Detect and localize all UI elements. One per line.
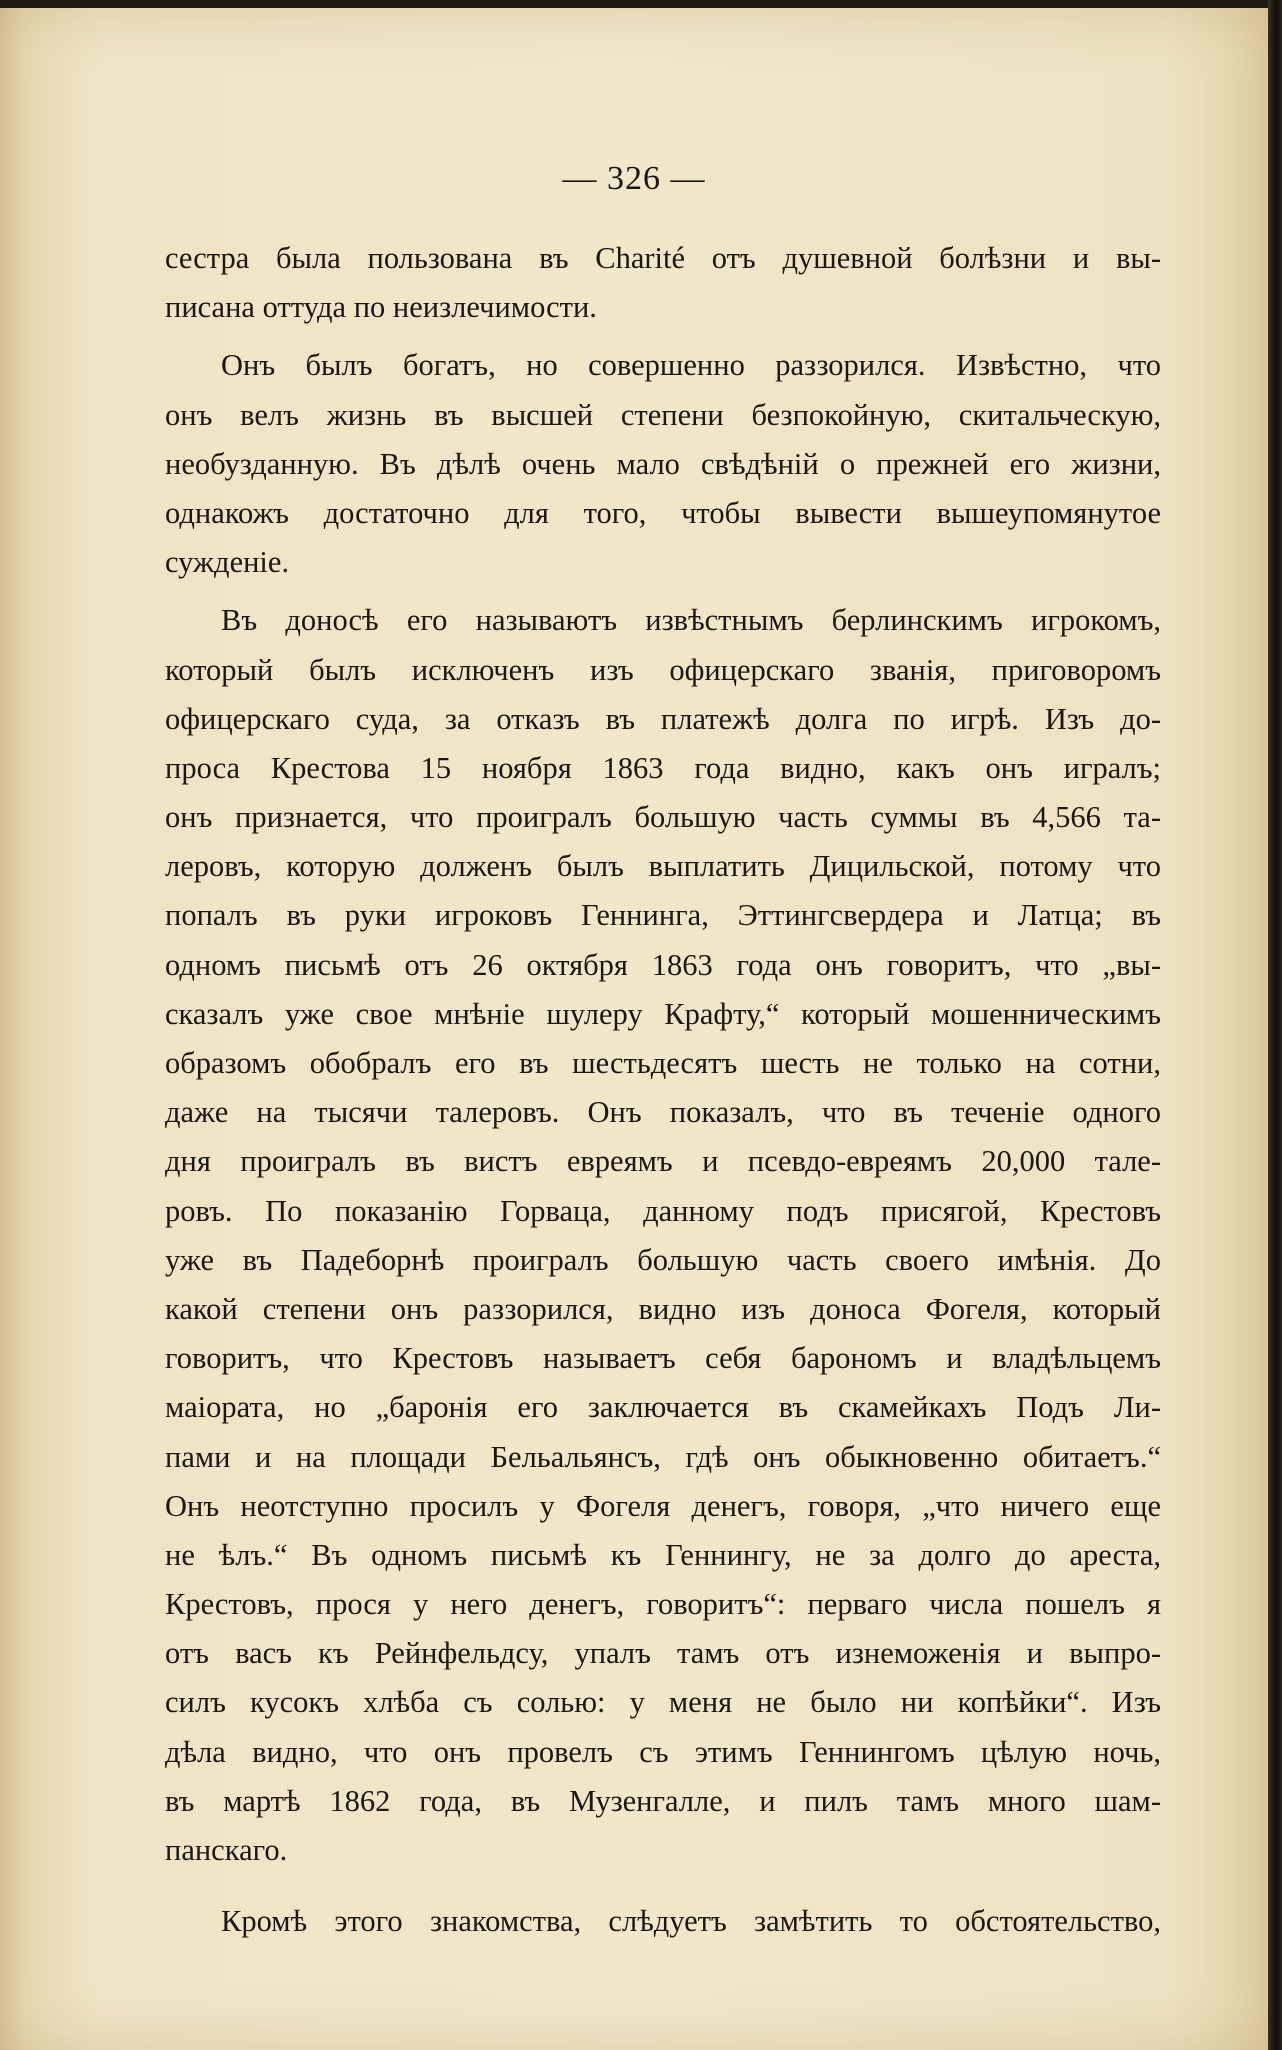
text-line: необузданную. Въ дѣлѣ очень мало свѣдѣній о прежней его жизни, xyxy=(165,446,1161,481)
text-line: въ мартѣ 1862 года, въ Музенгалле, и пилъ тамъ много шам- xyxy=(165,1783,1161,1818)
text-line: панскаго. xyxy=(165,1833,288,1867)
text-line: ровъ. По показанію Горваца, данному подъ присягой, Крестовъ xyxy=(165,1193,1161,1228)
text-line: онъ признается, что проигралъ большую часть суммы въ 4,566 та- xyxy=(165,800,1161,835)
page-number: — 326 — xyxy=(562,160,706,197)
text-line: офицерскаго суда, за отказъ въ платежѣ долга по игрѣ. Изъ до- xyxy=(165,701,1161,736)
paragraph xyxy=(165,341,1161,587)
text-line: даже на тысячи талеровъ. Онъ показалъ, что въ теченіе одного xyxy=(165,1095,1161,1130)
text-line: говоритъ, что Крестовъ называетъ себя барономъ и владѣльцемъ xyxy=(165,1341,1161,1376)
text-line: отъ васъ къ Рейнфельдсу, упалъ тамъ отъ изнеможенія и выпро- xyxy=(165,1636,1161,1671)
text-line: не ѣлъ.“ Въ одномъ письмѣ къ Геннингу, не за долго до ареста, xyxy=(165,1537,1161,1572)
paragraph xyxy=(165,234,1161,332)
text-line: силъ кусокъ хлѣба съ солью: у меня не было ни копѣйки“. Изъ xyxy=(165,1685,1161,1720)
text-line: маіората, но „баронія его заключается въ скамейкахъ Подъ Ли- xyxy=(165,1390,1161,1425)
text-line: дня проигралъ въ вистъ евреямъ и псевдо-евреямъ 20,000 тале- xyxy=(165,1144,1161,1179)
text-line: однакожъ достаточно для того, чтобы вывести вышеупомянутое xyxy=(165,495,1161,530)
text-line: образомъ обобралъ его въ шестьдесятъ шесть не только на сотни, xyxy=(165,1046,1161,1080)
text-line: писана оттуда по неизлечимости. xyxy=(165,290,597,325)
paragraph xyxy=(165,596,1161,1875)
text-line: Крестовъ, прося у него денегъ, говоритъ“: перваго числа пошелъ я xyxy=(165,1587,1161,1622)
paragraph xyxy=(165,1897,1161,1946)
text-line: дѣла видно, что онъ провелъ съ этимъ Геннингомъ цѣлую ночь, xyxy=(165,1734,1161,1769)
text-line: уже въ Падеборнѣ проигралъ большую часть своего имѣнія. До xyxy=(165,1242,1161,1277)
text-line: проса Крестова 15 ноября 1863 года видно, какъ онъ игралъ; xyxy=(165,750,1161,785)
text-line: онъ велъ жизнь въ высшей степени безпокойную, скитальческую, xyxy=(165,397,1161,432)
text-line: сужденіе. xyxy=(165,545,290,580)
book-page xyxy=(0,8,1268,2050)
page-edge-shadow xyxy=(1268,0,1282,2050)
text-line: Онъ неотступно просилъ у Фогеля денегъ, говоря, „что ничего еще xyxy=(165,1488,1161,1523)
text-line: одномъ письмѣ отъ 26 октября 1863 года онъ говоритъ, что „вы- xyxy=(165,947,1161,982)
text-line: Въ доносѣ его называютъ извѣстнымъ берлинскимъ игрокомъ, xyxy=(221,603,1161,638)
text-line: сказалъ уже свое мнѣніе шулеру Крафту,“ который мошенническимъ xyxy=(165,996,1161,1031)
text-line: пами и на площади Бельальянсъ, гдѣ онъ обыкновенно обитаетъ.“ xyxy=(165,1439,1161,1474)
text-line: сестра была пользована въ Charité отъ душевной болѣзни и вы- xyxy=(165,241,1161,275)
text-line: который былъ исключенъ изъ офицерскаго званія, приговоромъ xyxy=(165,652,1161,687)
text-line: Кромѣ этого знакомства, слѣдуетъ замѣтить то обстоятельство, xyxy=(221,1904,1161,1939)
text-line: Онъ былъ богатъ, но совершенно раззорился. Извѣстно, что xyxy=(221,348,1161,383)
text-line: какой степени онъ раззорился, видно изъ доноса Фогеля, который xyxy=(165,1291,1161,1326)
text-line: попалъ въ руки игроковъ Геннинга, Эттингсвердера и Латца; въ xyxy=(165,898,1161,933)
page-body-text xyxy=(165,234,1161,1946)
text-line: леровъ, которую долженъ былъ выплатить Дицильской, потому что xyxy=(165,849,1161,884)
